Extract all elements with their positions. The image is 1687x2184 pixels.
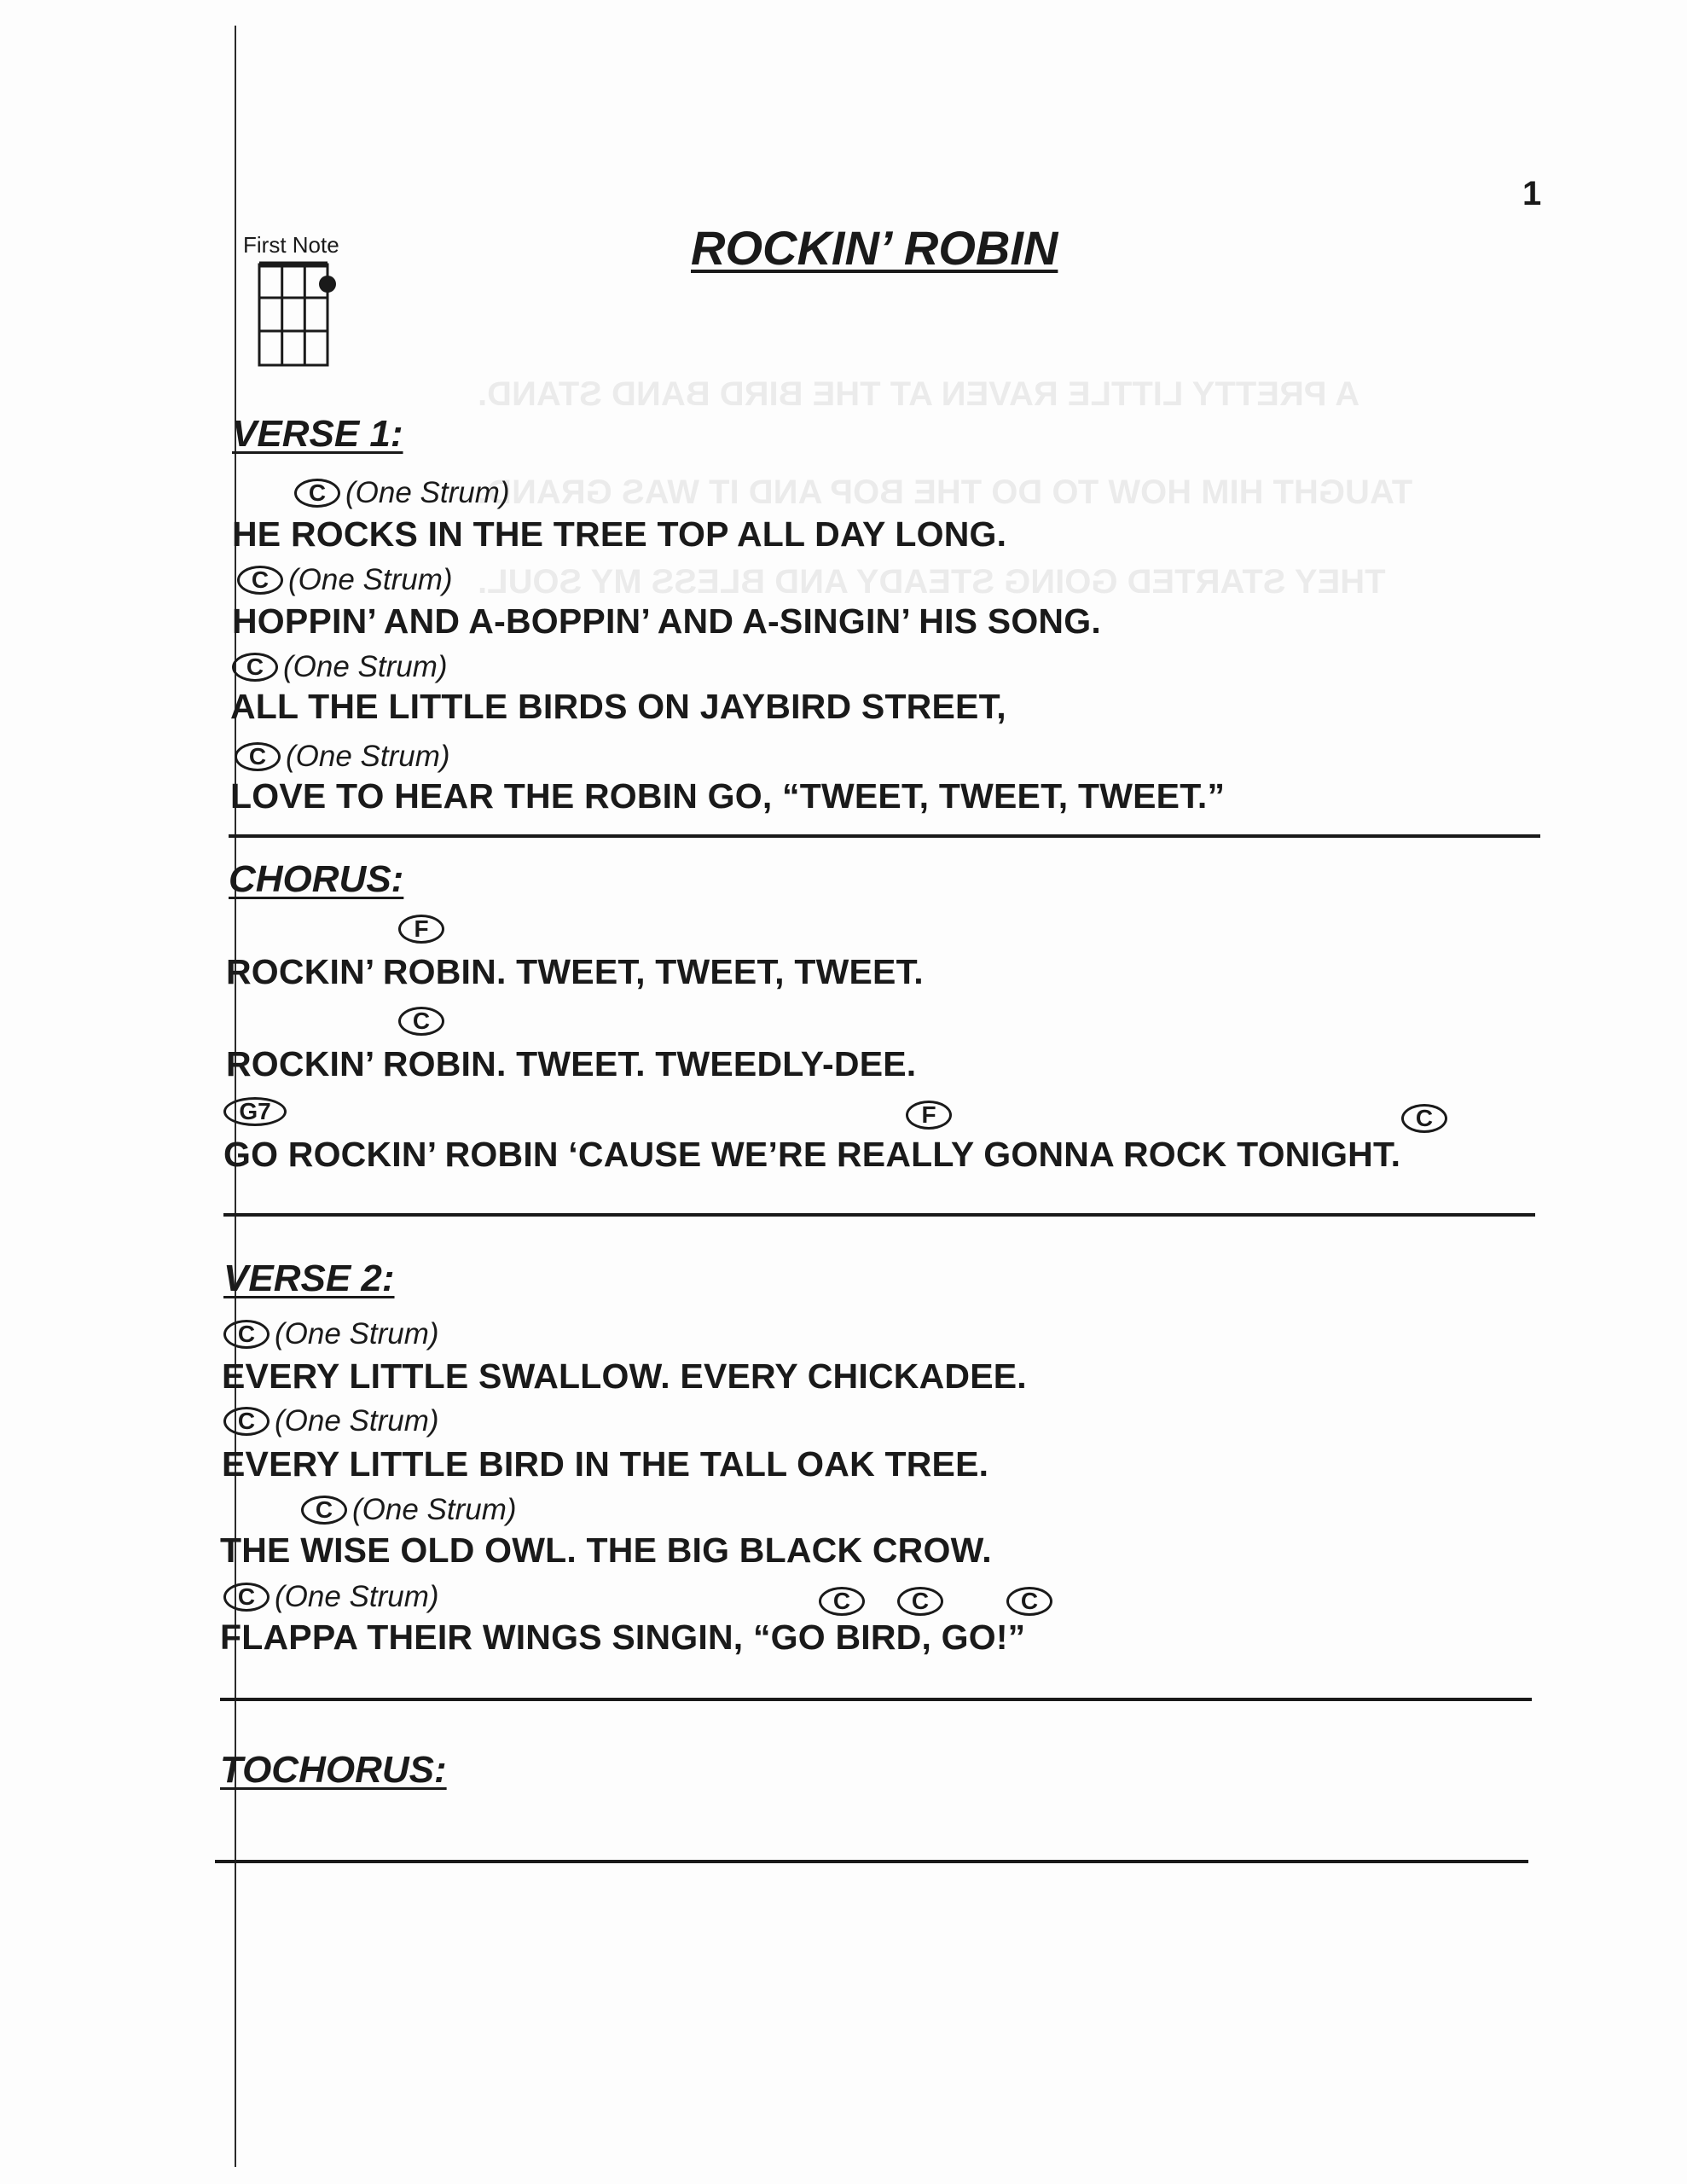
verse-2-heading: VERSE 2: — [223, 1258, 395, 1299]
lyric-line: GO ROCKIN’ ROBIN ‘CAUSE WE’RE REALLY GONNA ROCK TONIGHT. — [223, 1135, 1401, 1174]
strum-marker — [223, 1580, 439, 1614]
lyric-line: EVERY LITTLE BIRD IN THE TALL OAK TREE. — [222, 1444, 989, 1484]
strum-marker — [223, 1317, 439, 1351]
chord-symbol: C — [819, 1587, 865, 1616]
first-note-label: First Note — [243, 232, 339, 258]
chord-symbol: C — [223, 1583, 270, 1612]
chord-symbol: C — [223, 1320, 270, 1349]
strum-marker — [237, 563, 453, 597]
strum-marker — [294, 476, 510, 510]
song-title: ROCKIN’ ROBIN — [691, 221, 1058, 275]
lyric-line: ALL THE LITTLE BIRDS ON JAYBIRD STREET, — [230, 687, 1006, 726]
bleed-through-text: TAUGHT HIM HOW TO DO THE BOP AND IT WAS GRAND. — [478, 473, 1413, 511]
strum-instruction: (One Strum) — [345, 476, 510, 509]
lyric-line: FLAPPA THEIR WINGS SINGIN, “GO BIRD, GO!” — [220, 1618, 1026, 1657]
section-divider — [223, 1213, 1535, 1217]
section-divider — [220, 1698, 1532, 1701]
chord-symbol: C — [294, 479, 340, 508]
lyric-line: HE ROCKS IN THE TREE TOP ALL DAY LONG. — [232, 514, 1007, 554]
chord-symbol: F — [906, 1101, 952, 1130]
chord-symbol: C — [1401, 1104, 1447, 1133]
chord-symbol: C — [223, 1407, 270, 1436]
lyric-line: THE WISE OLD OWL. THE BIG BLACK CROW. — [220, 1531, 992, 1570]
strum-marker — [232, 650, 448, 684]
chord-symbol: C — [398, 1007, 444, 1036]
chord-symbol: F — [398, 915, 444, 944]
lyric-line: HOPPIN’ AND A-BOPPIN’ AND A-SINGIN’ HIS SONG. — [232, 601, 1101, 641]
lyric-line: ROCKIN’ ROBIN. TWEET. TWEEDLY-DEE. — [226, 1044, 917, 1083]
strum-marker — [301, 1493, 517, 1527]
page-number: 1 — [1522, 175, 1542, 212]
chord-symbol: C — [235, 742, 281, 771]
lyric-line: LOVE TO HEAR THE ROBIN GO, “TWEET, TWEET, TWEET.” — [230, 776, 1226, 816]
strum-instruction: (One Strum) — [286, 740, 450, 773]
tochorus-heading: TOCHORUS: — [220, 1749, 447, 1791]
lyric-line: ROCKIN’ ROBIN. TWEET, TWEET, TWEET. — [226, 952, 924, 991]
chord-symbol: C — [237, 566, 283, 595]
chord-symbol: C — [232, 653, 278, 682]
chorus-heading: CHORUS: — [229, 858, 404, 900]
strum-marker — [223, 1404, 439, 1438]
chord-symbol: C — [301, 1496, 347, 1525]
verse-1-heading: VERSE 1: — [232, 413, 403, 455]
lyric-line: EVERY LITTLE SWALLOW. EVERY CHICKADEE. — [222, 1356, 1027, 1396]
first-note-fretboard — [256, 256, 341, 369]
strum-instruction: (One Strum) — [288, 563, 453, 596]
strum-instruction: (One Strum) — [275, 1317, 439, 1350]
strum-instruction: (One Strum) — [283, 650, 448, 683]
bleed-through-text: A PRETTY LITTLE RAVEN AT THE BIRD BAND STAND. — [478, 375, 1360, 413]
strum-marker — [235, 740, 450, 774]
chord-symbol: C — [1006, 1587, 1052, 1616]
bleed-through-text: THEY STARTED GOING STEADY AND BLESS MY SOUL. — [478, 563, 1386, 601]
strum-instruction: (One Strum) — [275, 1404, 439, 1438]
binder-margin-line — [235, 26, 236, 2167]
chord-symbol: C — [897, 1587, 943, 1616]
section-divider — [215, 1860, 1528, 1863]
strum-instruction: (One Strum) — [352, 1493, 517, 1526]
section-divider — [229, 834, 1540, 838]
chord-symbol: G7 — [223, 1097, 287, 1126]
strum-instruction: (One Strum) — [275, 1580, 439, 1613]
